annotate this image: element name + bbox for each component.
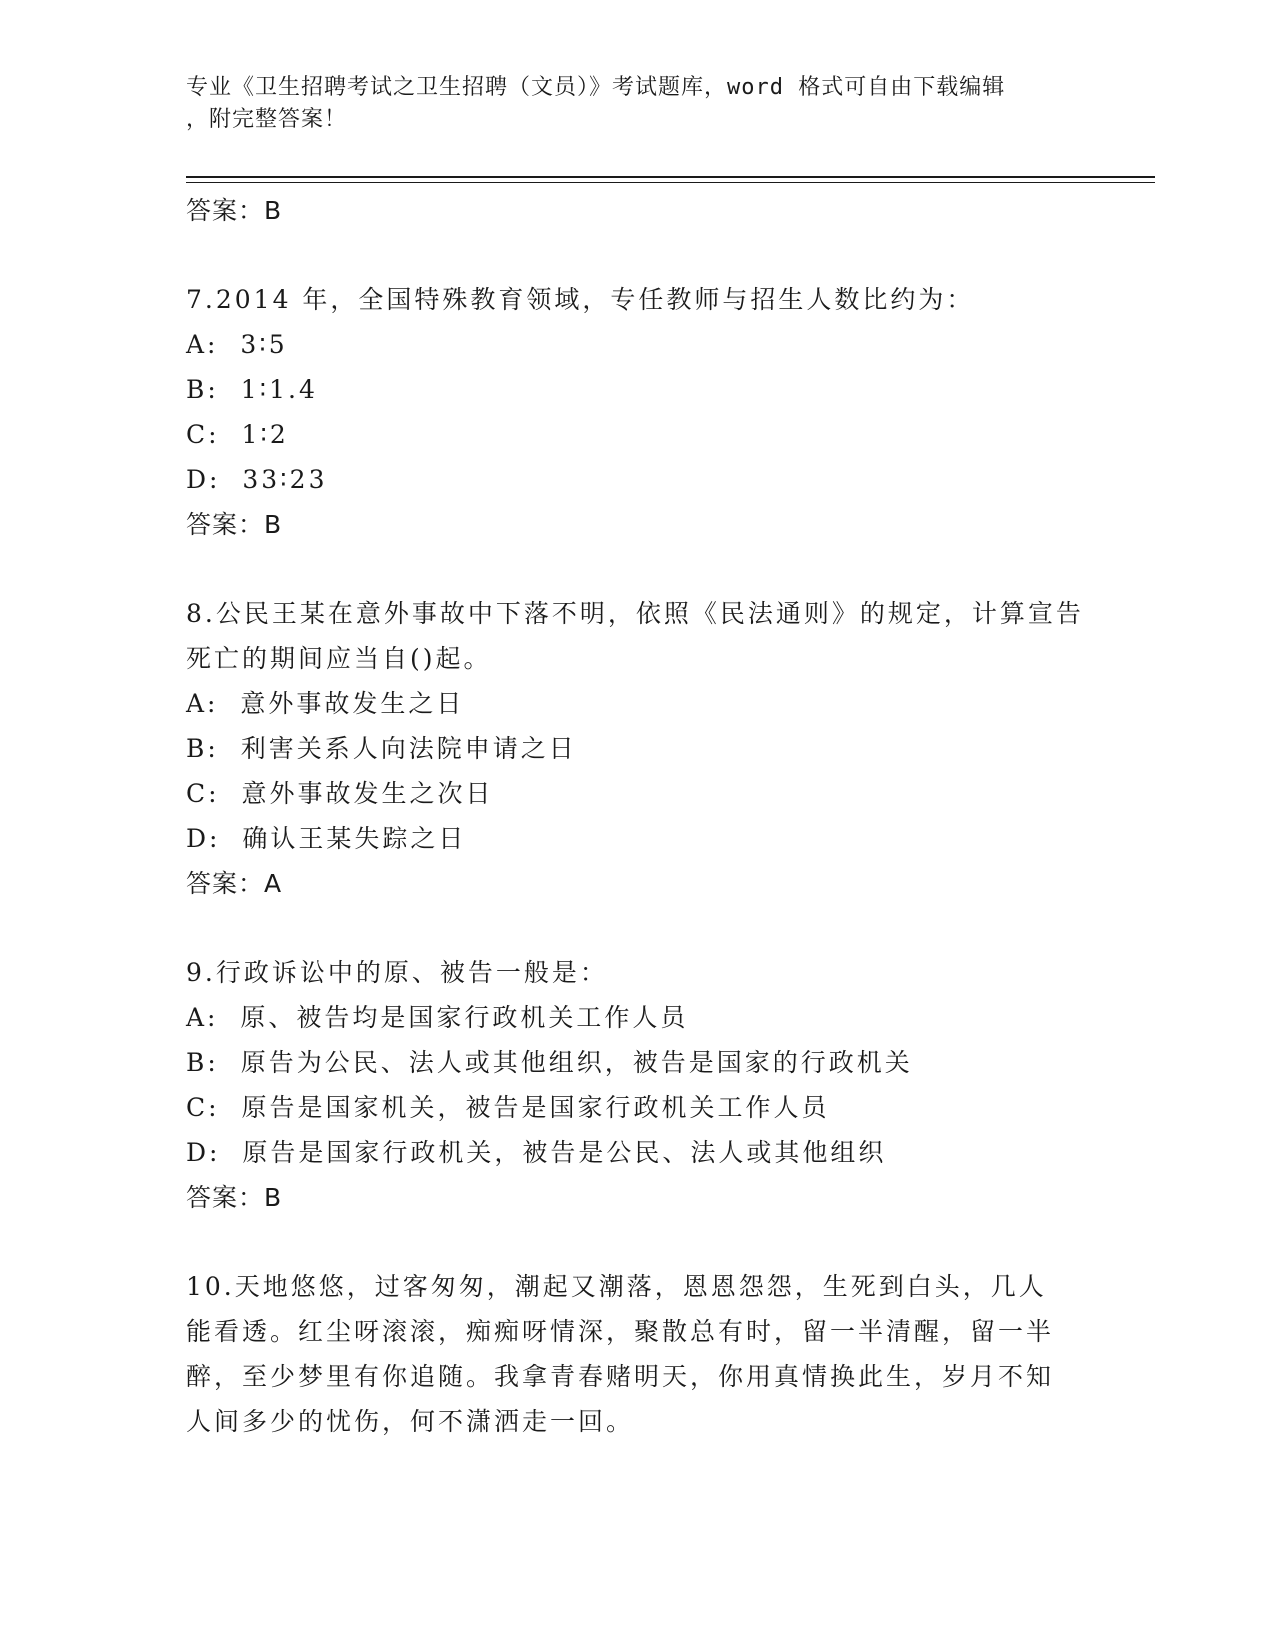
option-c: C: 原告是国家机关，被告是国家行政机关工作人员 — [186, 1093, 830, 1122]
option-c: C: 1∶2 — [186, 420, 289, 449]
question-7 — [186, 277, 1086, 548]
document-body — [186, 188, 1086, 1444]
question-9 — [186, 950, 1086, 1221]
answer: 答案：A — [186, 869, 283, 898]
passage-10: 10.天地悠悠，过客匆匆，潮起又潮落，恩恩怨怨，生死到白头，几人能看透。红尘呀滚滚，痴痴呀情深，聚散总有时，留一半清醒，留一半醉，至少梦里有你追随。我拿青春赌明天，你用真情换此生，岁月不知人间多少的忧伤，何不潇洒走一回。 — [186, 1272, 1055, 1436]
question-stem: 9.行政诉讼中的原、被告一般是： — [186, 958, 608, 987]
question-stem: 7.2014 年，全国特殊教育领域，专任教师与招生人数比约为： — [186, 285, 975, 314]
option-a: A: 意外事故发生之日 — [186, 689, 465, 718]
document-header — [186, 72, 1066, 136]
header-rule-thick — [186, 176, 1155, 178]
option-b: B: 利害关系人向法院申请之日 — [186, 734, 577, 763]
option-c: C: 意外事故发生之次日 — [186, 779, 494, 808]
answer: 答案：B — [186, 510, 283, 539]
header-line-2: ，附完整答案！ — [186, 107, 348, 132]
option-d: D: 原告是国家行政机关，被告是公民、法人或其他组织 — [186, 1138, 887, 1167]
header-rule-thin — [186, 182, 1155, 183]
header-line-1: 专业《卫生招聘考试之卫生招聘（文员）》考试题库，word 格式可自由下载编辑 — [186, 75, 1006, 100]
answer-q6: 答案：B — [186, 196, 283, 225]
answer: 答案：B — [186, 1183, 283, 1212]
option-b: B: 原告为公民、法人或其他组织，被告是国家的行政机关 — [186, 1048, 913, 1077]
option-a: A: 原、被告均是国家行政机关工作人员 — [186, 1003, 689, 1032]
option-a: A: 3∶5 — [186, 330, 288, 359]
question-stem: 8.公民王某在意外事故中下落不明，依照《民法通则》的规定，计算宣告死亡的期间应当自()起。 — [186, 599, 1084, 673]
option-d: D: 确认王某失踪之日 — [186, 824, 467, 853]
option-d: D: 33∶23 — [186, 465, 328, 494]
question-8 — [186, 591, 1086, 907]
option-b: B: 1∶1.4 — [186, 375, 318, 404]
